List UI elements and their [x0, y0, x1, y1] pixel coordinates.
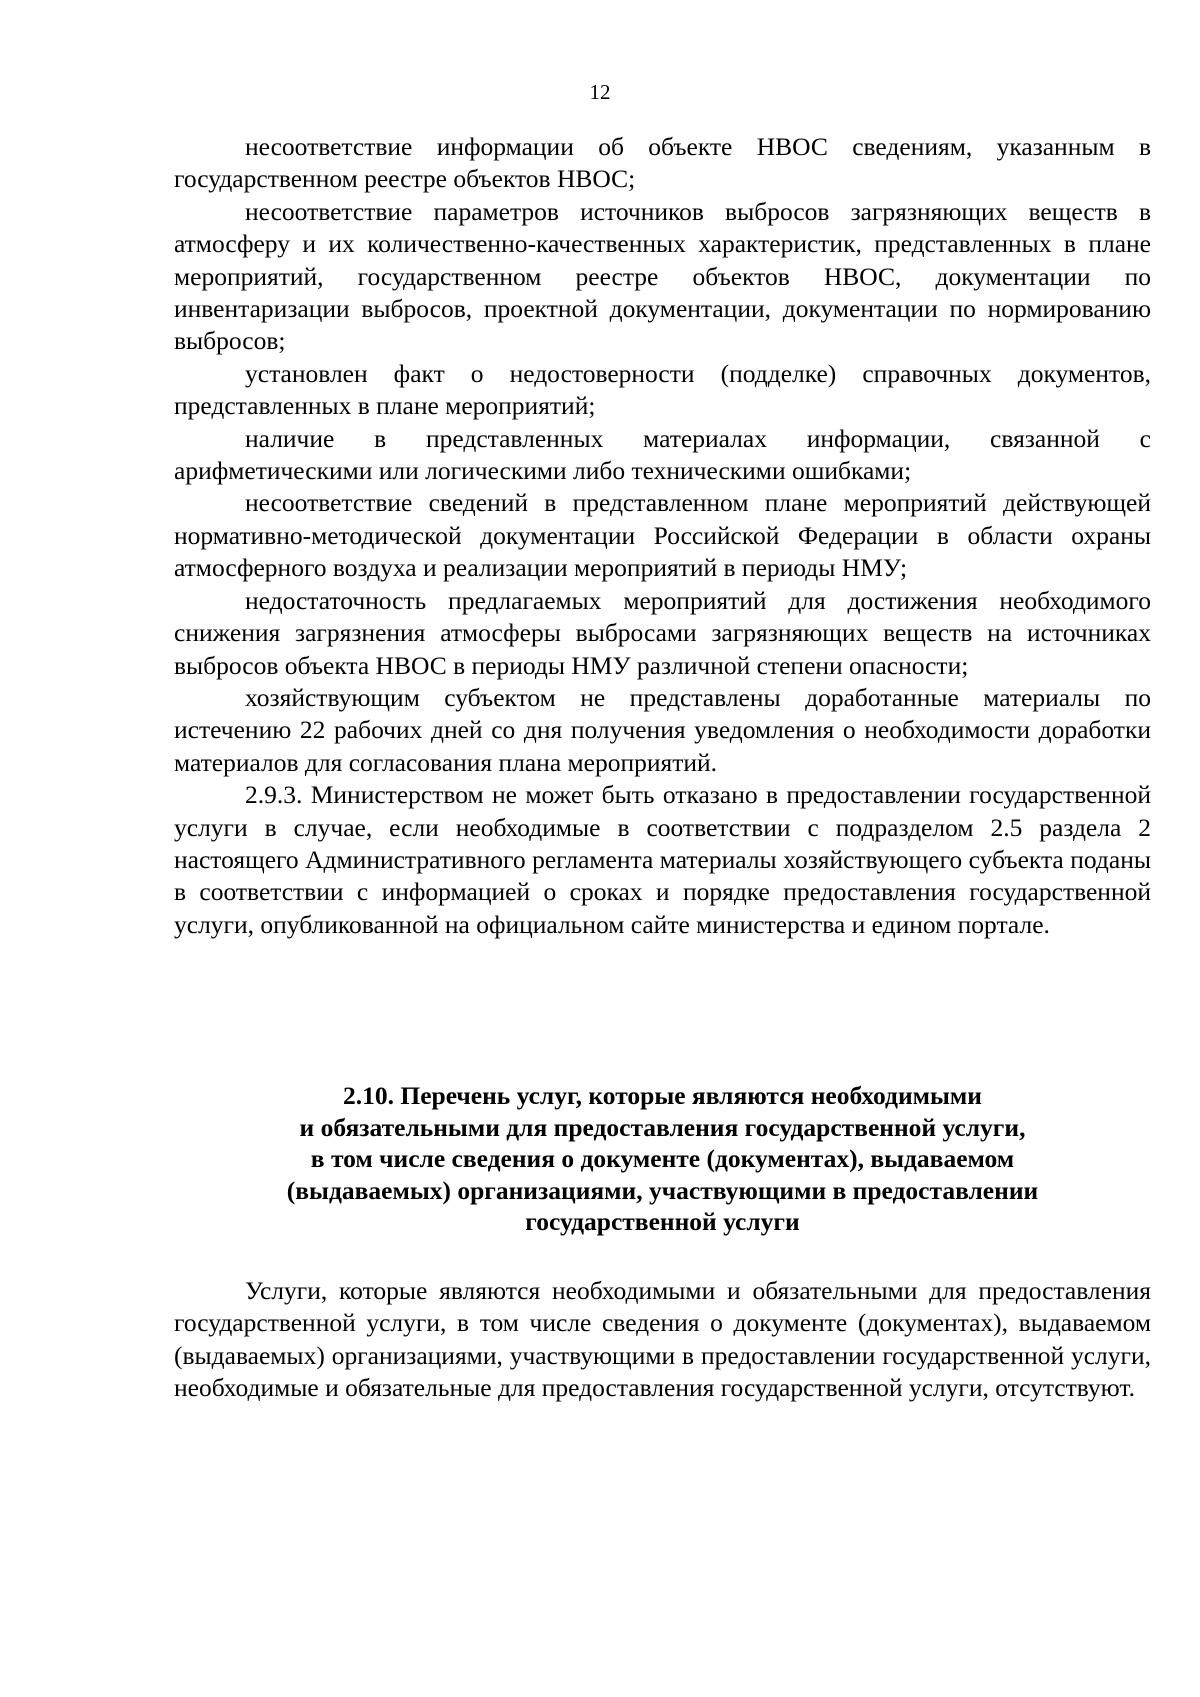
- paragraph-services-absent: Услуги, которые являются необходимыми и обязательными для предоставления государственной услуги, в том числе сведения о документе (документах), выдаваемом (выдаваемых) организациями, участвующими в предоставлении государственной услуги, необходимые и обязательные для предоставления государственной услуги, отсутствуют.: [174, 1276, 1151, 1403]
- paragraph-emission-parameters-mismatch: несоответствие параметров источников выбросов загрязняющих веществ в атмосферу и их количественно-качественных характеристик, представленных в плане мероприятий, государственном реестре объектов НВОС, документации по инвентаризации выбросов, проектной документации, документации по нормированию выбросов;: [174, 196, 1151, 356]
- paragraph-regulatory-mismatch: несоответствие сведений в представленном плане мероприятий действующей нормативно-методической документации Российской Федерации в области охраны атмосферного воздуха и реализации мероприятий в периоды НМУ;: [174, 488, 1151, 583]
- paragraph-2-9-3: 2.9.3. Министерством не может быть отказано в предоставлении государственной услуги в случае, если необходимые в соответствии с подразделом 2.5 раздела 2 настоящего Административного регламента материалы хозяйствующего субъекта поданы в соответствии с информацией о сроках и порядке предоставления государственной услуги, опубликованной на официальном сайте министерства и едином портале.: [174, 780, 1151, 939]
- heading-line: в том числе сведения о документе (документах), выдаваемом: [310, 1144, 1015, 1173]
- heading-line: 2.10. Перечень услуг, которые являются необходимыми: [342, 1081, 982, 1110]
- paragraph-insufficient-measures: недостаточность предлагаемых мероприятий для достижения необходимого снижения загрязнения атмосферы выбросами загрязняющих веществ на источниках выбросов объекта НВОС в периоды НМУ различной степени опасности;: [174, 585, 1151, 680]
- body-text: [174, 131, 1151, 941]
- heading-line: и обязательными для предоставления государственной услуги,: [299, 1112, 1026, 1142]
- heading-line: (выдаваемых) организациями, участвующими в предоставлении: [286, 1175, 1039, 1205]
- paragraph-materials-not-revised: хозяйствующим субъектом не представлены доработанные материалы по истечению 22 рабочих дней со дня получения уведомления о необходимости доработки материалов для согласования плана мероприятий.: [174, 682, 1151, 777]
- paragraph-hvos-registry-mismatch: несоответствие информации об объекте НВОС сведениям, указанным в государственном реестре объектов НВОС;: [174, 132, 1151, 194]
- paragraph-document-forgery: установлен факт о недостоверности (подделке) справочных документов, представленных в плане мероприятий;: [174, 358, 1151, 421]
- section-heading-2-10: [174, 1080, 1151, 1238]
- section-body: [174, 1275, 1151, 1405]
- page-number: 12: [589, 80, 611, 104]
- heading-line: государственной услуги: [525, 1207, 800, 1236]
- paragraph-technical-errors: наличие в представленных материалах информации, связанной с арифметическими или логическими либо техническими ошибками;: [174, 423, 1151, 486]
